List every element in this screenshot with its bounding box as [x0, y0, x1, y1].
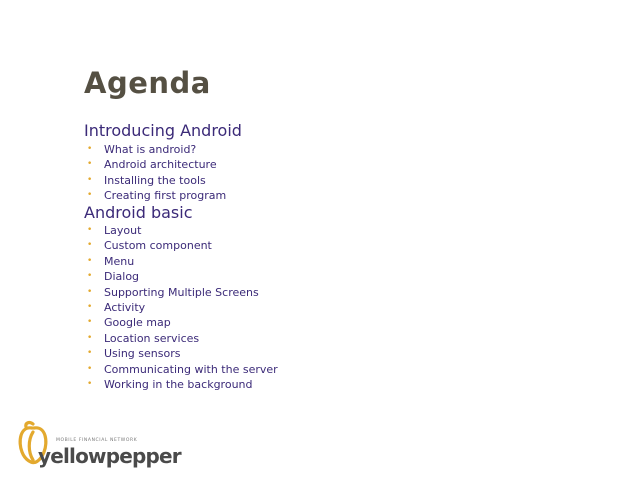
bullet-icon: •	[87, 255, 93, 266]
list-item: • Communicating with the server	[87, 362, 278, 376]
bullet-icon: •	[87, 378, 93, 389]
list-item: • Dialog	[87, 270, 140, 284]
list-item: • What is android?	[87, 143, 197, 156]
bullet-list-introducing-android	[84, 142, 226, 204]
list-item: • Installing the tools	[87, 173, 206, 187]
bullet-icon: •	[87, 190, 93, 201]
list-item: • Android architecture	[87, 158, 217, 172]
bullet-icon: •	[87, 271, 93, 282]
list-item: • Google map	[87, 316, 171, 330]
slide-title: Agenda	[84, 66, 211, 100]
bullet-list-android-basic	[84, 223, 278, 392]
list-item: • Activity	[87, 300, 146, 314]
yellowpepper-logo	[16, 418, 181, 468]
section-heading-android-basic: Android basic	[84, 203, 193, 222]
logo-tagline: MOBILE FINANCIAL NETWORK	[56, 438, 138, 443]
section-heading-introducing-android: Introducing Android	[84, 121, 242, 140]
bullet-icon: •	[87, 174, 93, 185]
list-item: • Custom component	[87, 239, 212, 253]
logo-wordmark: yellowpepper	[38, 444, 181, 468]
bullet-icon: •	[87, 159, 93, 170]
bullet-icon: •	[87, 348, 93, 359]
bullet-icon: •	[87, 144, 93, 154]
list-item: • Supporting Multiple Screens	[87, 285, 259, 299]
list-item: • Creating first program	[87, 189, 227, 203]
bullet-icon: •	[87, 301, 93, 312]
bullet-icon: •	[87, 332, 93, 343]
bullet-icon: •	[87, 363, 93, 374]
list-item: • Working in the background	[87, 377, 253, 391]
bullet-icon: •	[87, 317, 93, 328]
list-item: • Location services	[87, 331, 200, 345]
bullet-icon: •	[87, 240, 93, 251]
bullet-icon: •	[87, 286, 93, 297]
list-item: • Using sensors	[87, 347, 181, 361]
list-item: • Layout	[87, 224, 142, 237]
list-item: • Menu	[87, 254, 135, 268]
bullet-icon: •	[87, 225, 93, 235]
